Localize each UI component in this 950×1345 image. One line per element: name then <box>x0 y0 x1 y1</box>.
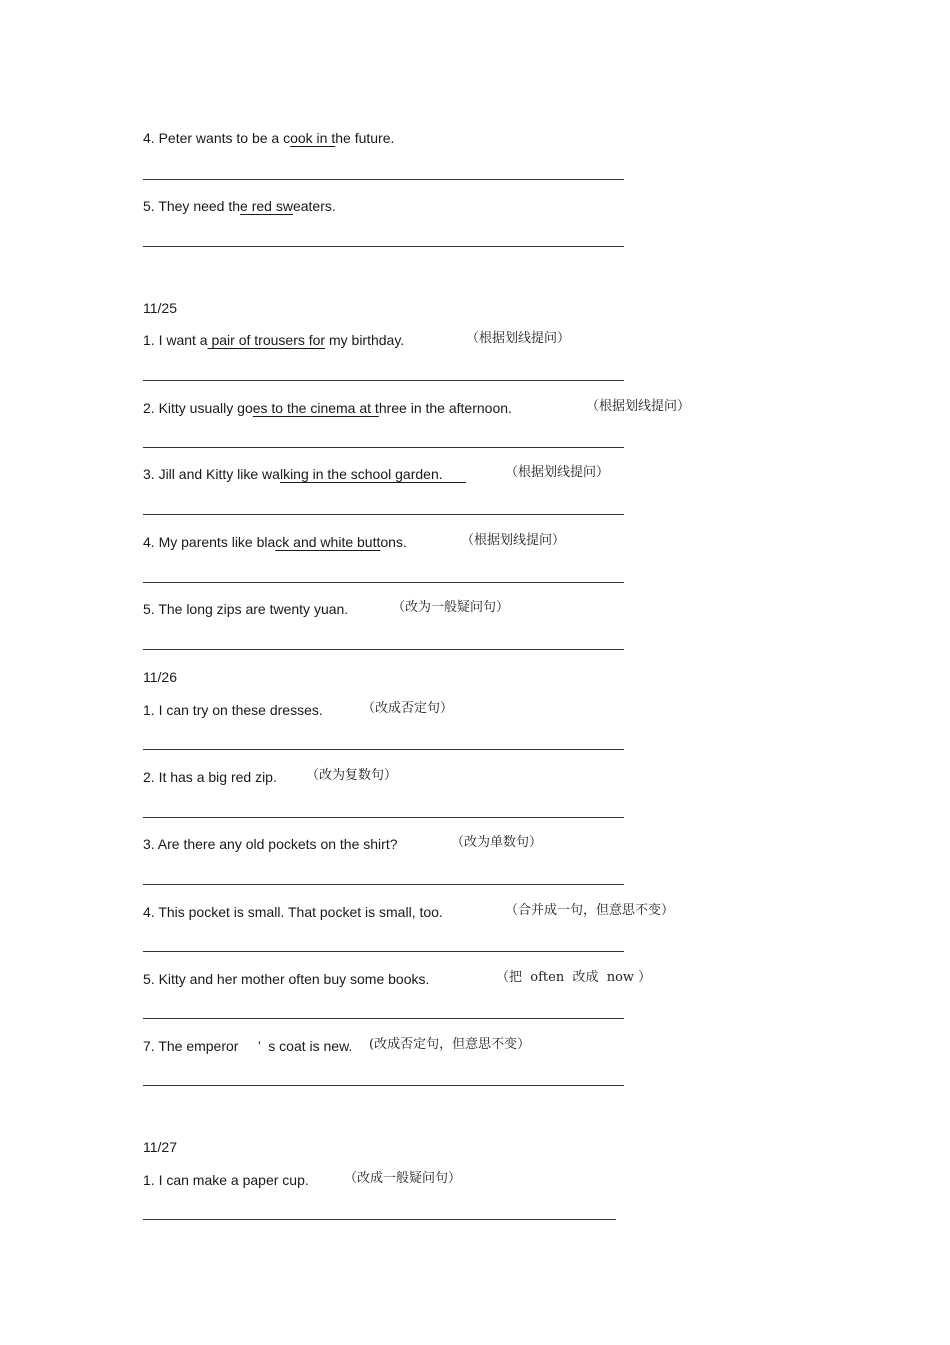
instruction-note: （根据划线提问） <box>466 331 571 346</box>
underlined-text: e red sw <box>240 198 293 214</box>
answer-line[interactable] <box>143 380 624 381</box>
date-heading: 11/27 <box>143 1139 177 1155</box>
instruction-note: （改为一般疑问句） <box>392 600 510 615</box>
underlined-text: es to the cinema at t <box>252 400 379 416</box>
question-text: 1. I can try on these dresses. <box>143 702 323 718</box>
instruction-note: （根据划线提问） <box>586 399 691 414</box>
question-text: 2. It has a big red zip. <box>143 769 277 785</box>
question-5 <box>143 600 348 618</box>
question-text-end: ons. <box>380 534 407 550</box>
answer-line[interactable] <box>143 179 624 180</box>
instruction-note: （根据划线提问） <box>505 465 610 480</box>
question-text-end: my birthday. <box>325 332 405 348</box>
question-text-end: eaters. <box>292 198 336 214</box>
question-1 <box>143 1171 309 1189</box>
answer-line[interactable] <box>143 447 624 448</box>
underlined-text: lking in the school garden. <box>279 466 466 482</box>
question-5 <box>143 970 429 988</box>
answer-line[interactable] <box>143 514 624 515</box>
answer-line[interactable] <box>143 649 624 650</box>
instruction-note: （合并成一句，但意思不变） <box>505 903 675 918</box>
question-3 <box>143 835 398 853</box>
question-text: 4. Peter wants to be a c <box>143 130 291 146</box>
question-text-end: he future. <box>335 130 395 146</box>
question-text: 5. They need th <box>143 198 241 214</box>
answer-line[interactable] <box>143 582 624 583</box>
question-1 <box>143 701 323 719</box>
answer-line[interactable] <box>143 1219 616 1220</box>
question-text: 3. Are there any old pockets on the shirt? <box>143 836 398 852</box>
question-text: 7. The emperor ’ s coat is new. <box>143 1038 353 1054</box>
answer-line[interactable] <box>143 246 624 247</box>
underlined-text: pair of trousers for <box>207 332 326 348</box>
underlined-text: ook in t <box>290 130 336 146</box>
instruction-note: （根据划线提问） <box>461 533 566 548</box>
question-4 <box>143 533 407 551</box>
question-2 <box>143 768 277 786</box>
question-text-end: hree in the afternoon. <box>378 400 512 416</box>
underlined-text: ck and white butt <box>275 534 381 550</box>
instruction-note: （改为单数句） <box>451 835 543 850</box>
date-heading: 11/26 <box>143 669 177 685</box>
question-2 <box>143 399 512 417</box>
answer-line[interactable] <box>143 951 624 952</box>
question-text: 4. This pocket is small. That pocket is small, too. <box>143 904 443 920</box>
question-text: 1. I can make a paper cup. <box>143 1172 309 1188</box>
answer-line[interactable] <box>143 817 624 818</box>
instruction-note: （把 often 改成 now ） <box>496 970 652 985</box>
question-text: 3. Jill and Kitty like wa <box>143 466 280 482</box>
question-1 <box>143 331 404 349</box>
question-5 <box>143 197 336 215</box>
question-text: 5. The long zips are twenty yuan. <box>143 601 349 617</box>
question-7 <box>143 1037 352 1055</box>
instruction-note: （改成一般疑问句） <box>344 1171 462 1186</box>
answer-line[interactable] <box>143 884 624 885</box>
date-heading: 11/25 <box>143 300 177 316</box>
question-4 <box>143 129 394 147</box>
question-text: 4. My parents like bla <box>143 534 276 550</box>
question-4 <box>143 903 443 921</box>
instruction-note: （改为复数句） <box>306 768 398 783</box>
answer-line[interactable] <box>143 1085 624 1086</box>
question-text: 5. Kitty and her mother often buy some books. <box>143 971 430 987</box>
instruction-note: （改成否定句） <box>362 701 454 716</box>
instruction-note: (改成否定句，但意思不变） <box>369 1037 531 1052</box>
answer-line[interactable] <box>143 749 624 750</box>
question-text: 1. I want a <box>143 332 208 348</box>
question-text: 2. Kitty usually go <box>143 400 253 416</box>
answer-line[interactable] <box>143 1018 624 1019</box>
question-3 <box>143 465 466 483</box>
